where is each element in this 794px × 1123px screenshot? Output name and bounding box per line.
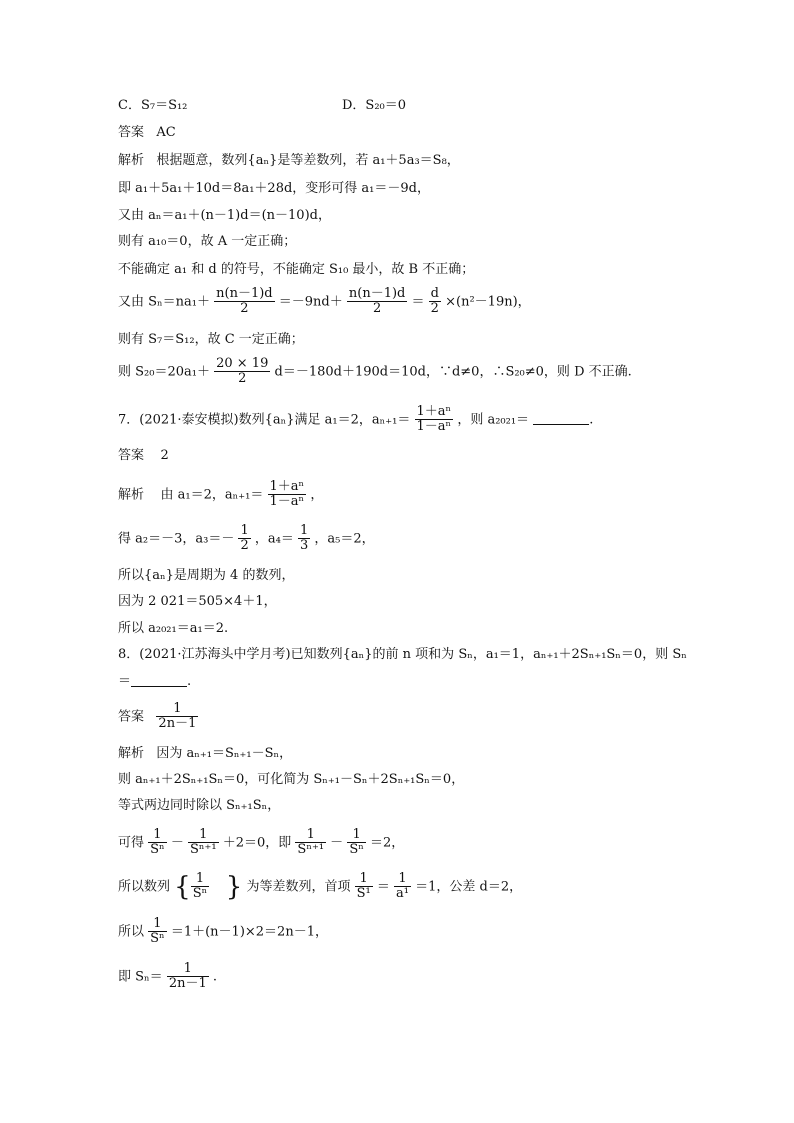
analysis-text: 得 a₂＝－3，a₃＝－ — [118, 531, 235, 547]
fraction-numerator: 1 — [153, 827, 162, 842]
q8-analysis-line-2 — [118, 772, 464, 788]
fraction-denominator: S¹ — [356, 886, 371, 902]
fraction-numerator: 1 — [173, 701, 182, 716]
question-text: . — [187, 674, 192, 689]
fraction-denominator: 2n－1 — [168, 976, 207, 992]
question-text: ＝ — [118, 674, 132, 689]
analysis-text: 又由 Sₙ＝na₁＋ — [118, 294, 210, 310]
fraction — [148, 917, 167, 947]
q7-analysis-line-2 — [118, 524, 375, 554]
analysis-text: 由 a₁＝2，aₙ₊₁＝ — [160, 487, 264, 503]
fraction — [148, 828, 167, 858]
analysis-text: 所以{aₙ}是周期为 4 的数列， — [118, 568, 295, 583]
analysis-text: ×(n²－19n)， — [445, 294, 531, 310]
q6-analysis-line-2 — [118, 181, 430, 197]
fraction-denominator: 2 — [347, 301, 407, 316]
fraction — [214, 287, 274, 317]
fraction-denominator: 2 — [240, 538, 249, 554]
fraction — [347, 287, 407, 317]
fraction-numerator: 1 — [199, 827, 208, 842]
fraction-denominator: 2n－1 — [158, 716, 197, 732]
answer-value: 2 — [160, 448, 169, 463]
analysis-text: 为等差数列，首项 — [246, 879, 351, 895]
answer-blank — [533, 412, 589, 425]
fraction-numerator: 20 × 19 — [216, 356, 269, 371]
fraction — [188, 828, 219, 858]
q8-analysis-line-1 — [118, 746, 292, 762]
fraction — [167, 962, 209, 992]
left-brace: { — [174, 871, 191, 902]
q8-analysis-line-6 — [118, 917, 328, 947]
analysis-text: ＝ — [376, 879, 390, 895]
q8-analysis-line-3 — [118, 798, 280, 814]
fraction-numerator: n(n－1)d — [216, 286, 273, 301]
q7-analysis-line-4 — [118, 594, 277, 610]
fraction — [394, 872, 411, 902]
fraction-denominator: Sⁿ — [150, 931, 165, 947]
analysis-text: － — [170, 835, 184, 851]
fraction-denominator: 1－aⁿ — [269, 494, 305, 510]
fraction-denominator: Sⁿ⁺¹ — [297, 842, 325, 858]
question-text: . — [589, 412, 594, 428]
fraction-numerator: 1 — [359, 871, 368, 886]
q7-answer — [118, 448, 169, 464]
fraction-numerator: n(n－1)d — [348, 286, 406, 301]
q7-analysis-line-1 — [118, 480, 323, 510]
fraction-numerator: d — [430, 286, 439, 301]
answer-fraction — [156, 702, 198, 732]
q7-stem — [118, 405, 593, 435]
q6-analysis-line-4 — [118, 234, 296, 250]
fraction-denominator: 1－aⁿ — [416, 419, 452, 435]
fraction — [415, 405, 454, 435]
answer-label: 答案 — [118, 709, 145, 725]
analysis-text: 则 S₂₀＝20a₁＋ — [118, 364, 210, 380]
fraction-numerator: 1＋aⁿ — [416, 404, 452, 419]
analysis-text: d＝－180d＋190d＝10d，∵d≠0，∴S₂₀≠0，则 D 不正确. — [274, 364, 632, 380]
option-c — [118, 98, 187, 114]
fraction-denominator: Sⁿ⁺¹ — [189, 842, 217, 858]
analysis-text: 则有 S₇＝S₁₂，故 C 一定正确； — [118, 332, 304, 347]
analysis-text: ＋2＝0，即 — [222, 835, 292, 851]
fraction-numerator: 1 — [306, 827, 315, 842]
analysis-text: ＝1，公差 d＝2， — [415, 879, 523, 895]
q7-analysis-line-3 — [118, 568, 294, 584]
fraction-numerator: 1 — [153, 916, 162, 931]
fraction-denominator: 2 — [214, 371, 270, 386]
fraction — [298, 524, 310, 554]
fraction-numerator: 1 — [183, 961, 192, 976]
fraction-denominator: a¹ — [396, 886, 409, 902]
fraction — [191, 872, 210, 902]
analysis-text: 又由 aₙ＝a₁＋(n－1)d＝(n－10)d， — [118, 208, 331, 223]
analysis-text: ，a₅＝2， — [314, 531, 375, 547]
analysis-label: 解析 — [118, 153, 145, 168]
analysis-text: 所以 a₂₀₂₁＝a₁＝2. — [118, 621, 229, 636]
option-d-text: D．S₂₀＝0 — [342, 98, 407, 113]
analysis-text: ，a₄＝ — [254, 531, 294, 547]
fraction-denominator: 3 — [300, 538, 309, 554]
analysis-text: . — [212, 969, 218, 985]
analysis-text: 则 aₙ₊₁＋2Sₙ₊₁Sₙ＝0，可化简为 Sₙ₊₁－Sₙ＋2Sₙ₊₁Sₙ＝0， — [118, 772, 465, 787]
question-text: ，则 a₂₀₂₁＝ — [457, 412, 530, 428]
fraction — [214, 357, 270, 387]
analysis-label: 解析 — [118, 746, 145, 761]
analysis-text: 根据题意，数列{aₙ}是等差数列，若 a₁＋5a₃＝S₈， — [156, 153, 460, 168]
analysis-label: 解析 — [118, 487, 145, 503]
analysis-text: 可得 — [118, 835, 145, 851]
analysis-text: 所以 — [118, 924, 145, 940]
q6-analysis-line-6 — [118, 287, 531, 317]
q6-analysis-line-3 — [118, 208, 331, 224]
q8-analysis-line-5 — [118, 872, 522, 902]
q8-stem-line-2 — [118, 674, 191, 690]
answer-blank — [131, 674, 187, 687]
fraction — [295, 828, 326, 858]
question-text: 8．(2021·江苏海头中学月考)已知数列{aₙ}的前 n 项和为 Sₙ，a₁＝1，aₙ₊₁＋2Sₙ₊₁Sₙ＝0，则 Sₙ — [118, 647, 687, 662]
fraction-numerator: 1 — [240, 523, 249, 538]
analysis-text: ＝1＋(n－1)×2＝2n－1， — [170, 924, 328, 940]
fraction — [268, 480, 307, 510]
fraction-denominator: Sⁿ — [150, 842, 165, 858]
fraction-numerator: 1＋aⁿ — [269, 479, 305, 494]
analysis-text: 因为 aₙ₊₁＝Sₙ₊₁－Sₙ， — [156, 746, 293, 761]
answer-label: 答案 — [118, 125, 145, 140]
analysis-text: 不能确定 a₁ 和 d 的符号，不能确定 S₁₀ 最小，故 B 不正确； — [118, 262, 475, 277]
fraction-numerator: 1 — [398, 871, 407, 886]
fraction-denominator: Sⁿ — [192, 886, 208, 902]
q6-analysis-line-1 — [118, 153, 460, 169]
fraction-denominator: 2 — [214, 301, 274, 316]
q8-analysis-line-7 — [118, 962, 217, 992]
q6-analysis-line-8 — [118, 357, 632, 387]
option-c-text: C．S₇＝S₁₂ — [118, 98, 188, 113]
right-brace: } — [225, 871, 243, 902]
analysis-text: ， — [310, 487, 324, 503]
q6-analysis-line-5 — [118, 262, 474, 278]
analysis-text: 等式两边同时除以 Sₙ₊₁Sₙ， — [118, 798, 281, 813]
q6-answer — [118, 125, 176, 141]
q8-analysis-line-4 — [118, 828, 404, 858]
fraction-denominator: 2 — [429, 301, 441, 316]
q6-analysis-line-7 — [118, 332, 304, 348]
q8-answer — [118, 702, 198, 732]
analysis-text: 则有 a₁₀＝0，故 A 一定正确； — [118, 234, 297, 249]
analysis-text: ＝ — [411, 294, 425, 310]
analysis-text: ＝2， — [370, 835, 405, 851]
answer-value: AC — [156, 125, 176, 140]
q7-analysis-line-5 — [118, 621, 228, 637]
fraction-numerator: 1 — [300, 523, 309, 538]
fraction — [347, 828, 366, 858]
fraction-numerator: 1 — [352, 827, 361, 842]
answer-label: 答案 — [118, 448, 145, 463]
analysis-text: 即 Sₙ＝ — [118, 969, 163, 985]
analysis-text: ＝－9nd＋ — [278, 294, 343, 310]
analysis-text: 因为 2 021＝505×4＋1， — [118, 594, 277, 609]
fraction — [429, 287, 441, 317]
analysis-text: 即 a₁＋5a₁＋10d＝8a₁＋28d，变形可得 a₁＝－9d， — [118, 181, 430, 196]
fraction — [238, 524, 250, 554]
option-d — [342, 98, 406, 114]
fraction — [355, 872, 373, 902]
analysis-text: － — [330, 835, 344, 851]
question-text: 7．(2021·泰安模拟)数列{aₙ}满足 a₁＝2，aₙ₊₁＝ — [118, 412, 411, 428]
analysis-text: 所以数列 — [118, 879, 171, 895]
q8-stem-line-1 — [118, 647, 687, 663]
fraction-numerator: 1 — [195, 871, 205, 886]
fraction-denominator: Sⁿ — [349, 842, 364, 858]
